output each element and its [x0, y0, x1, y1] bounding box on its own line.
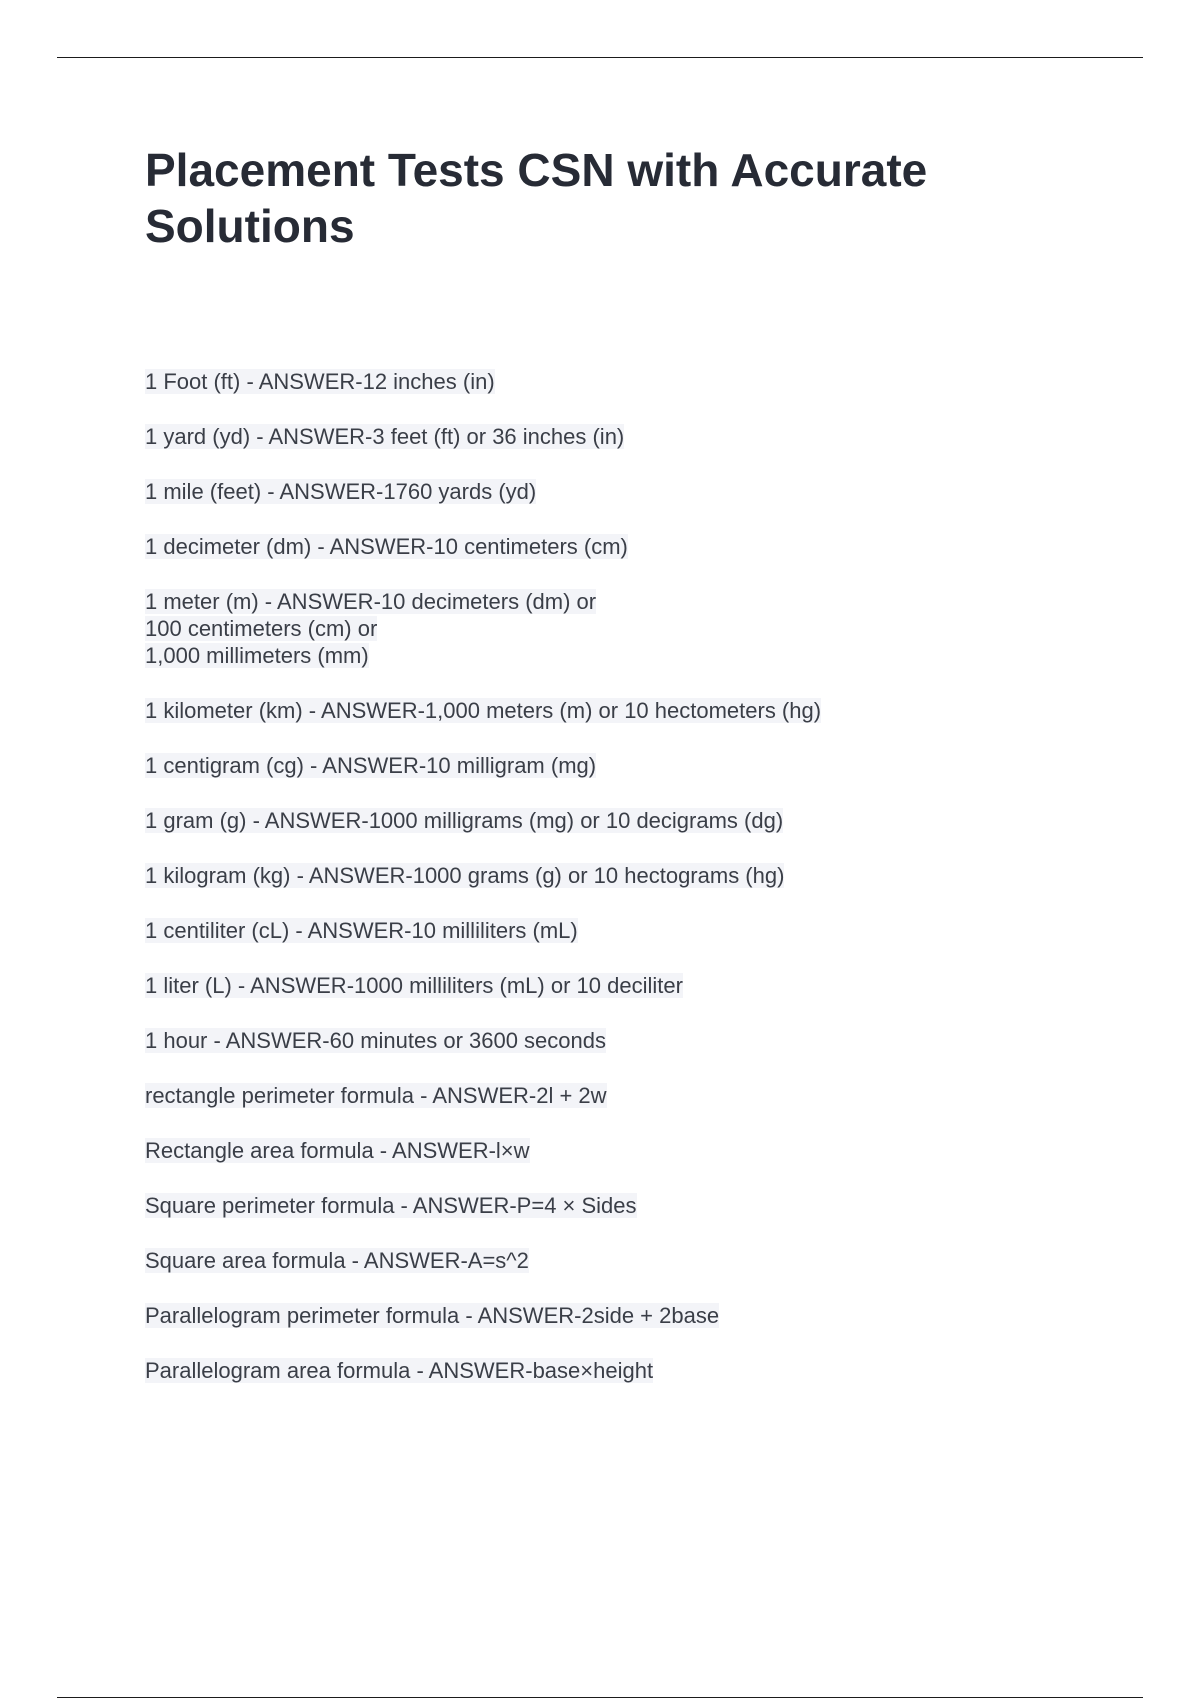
list-item: [145, 917, 1145, 944]
bottom-rule: [57, 1697, 1143, 1698]
list-item: [145, 1357, 1145, 1384]
qa-text: 1 mile (feet) - ANSWER-1760 yards (yd): [145, 479, 537, 504]
list-item: [145, 752, 1145, 779]
list-item: [145, 1027, 1145, 1054]
qa-text: 1 kilogram (kg) - ANSWER-1000 grams (g) or 10 hectograms (hg): [145, 863, 785, 888]
qa-text: Rectangle area formula - ANSWER-l×w: [145, 1138, 530, 1163]
qa-text: 1 decimeter (dm) - ANSWER-10 centimeters (cm): [145, 534, 628, 559]
qa-text: 1 centiliter (cL) - ANSWER-10 milliliters (mL): [145, 918, 578, 943]
list-item: [145, 862, 1145, 889]
list-item: [145, 588, 1145, 669]
list-item: [145, 533, 1145, 560]
qa-list: [145, 368, 1145, 1412]
qa-text: 1 hour - ANSWER-60 minutes or 3600 seconds: [145, 1028, 607, 1053]
qa-text: 1 centigram (cg) - ANSWER-10 milligram (mg): [145, 753, 597, 778]
qa-text: 1 kilometer (km) - ANSWER-1,000 meters (m) or 10 hectometers (hg): [145, 698, 822, 723]
top-rule: [57, 57, 1143, 58]
document-title: Placement Tests CSN with Accurate Solutions: [145, 144, 928, 252]
list-item: [145, 478, 1145, 505]
list-item: [145, 972, 1145, 999]
qa-text: Parallelogram area formula - ANSWER-base×height: [145, 1358, 654, 1383]
list-item: [145, 697, 1145, 724]
list-item: [145, 1247, 1145, 1274]
list-item: [145, 1302, 1145, 1329]
list-item: [145, 1192, 1145, 1219]
qa-text: Square area formula - ANSWER-A=s^2: [145, 1248, 529, 1273]
qa-text: 1 yard (yd) - ANSWER-3 feet (ft) or 36 inches (in): [145, 424, 625, 449]
qa-text: 1 Foot (ft) - ANSWER-12 inches (in): [145, 369, 495, 394]
list-item: [145, 1082, 1145, 1109]
qa-text: rectangle perimeter formula - ANSWER-2l + 2w: [145, 1083, 607, 1108]
qa-text: 1 liter (L) - ANSWER-1000 milliliters (mL) or 10 deciliter: [145, 973, 683, 998]
list-item: [145, 368, 1145, 395]
list-item: [145, 807, 1145, 834]
list-item: [145, 1137, 1145, 1164]
qa-text: 1 meter (m) - ANSWER-10 decimeters (dm) or 100 centimeters (cm) or 1,000 millimeters (mm): [145, 589, 597, 668]
qa-text: Square perimeter formula - ANSWER-P=4 × Sides: [145, 1193, 637, 1218]
qa-text: Parallelogram perimeter formula - ANSWER-2side + 2base: [145, 1303, 720, 1328]
list-item: [145, 423, 1145, 450]
qa-text: 1 gram (g) - ANSWER-1000 milligrams (mg) or 10 decigrams (dg): [145, 808, 784, 833]
